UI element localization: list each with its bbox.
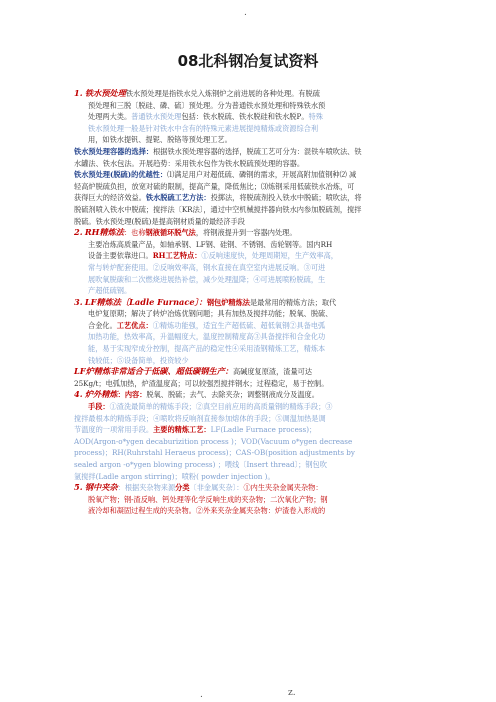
section-2-line-2: 主要冶炼高质量产品，如轴承钢、LF钢、硅钢、不锈钢、齿轮钢等。国内RH [88,239,333,249]
section-5-heading: 钢中夹杂 [84,482,118,493]
section-1-line-1: 1. 铁水预处理铁水预处理是指铁水兑入炼钢炉之前进展的各种处理。有脱硫 [74,88,320,98]
section-2-line-1: 2. RH精炼法：也称钢液循环脱气法，将钢液提升到一容器内处理。 [74,227,297,238]
section-3-line-4: 加热功能，热效率高，升温幅度大，温度控制精度高③具备搅拌和合金化功 [88,332,326,342]
section-4-line-8: 氩搅拌(Ladle argon stirring)；喷粉( powder injection )。 [74,471,275,481]
section-2-line-5: 展吹氧脱碳和二次燃烧进展热补偿，减少处理温降；④可进展喷粉脱硫，生 [88,274,326,284]
section-4-line-2: 手段：①渣洗最简单的精炼手段；②真空目前应用的高质量钢的精炼手段；③ [88,402,333,412]
section-1-line-4: 铁水预处理一般是针对铁水中含有的特殊元素进展提纯精炼或资源综合利 [88,123,319,133]
container-selection-line-1: 铁水预处理容器的选择：根据铁水预处理容器的选择，脱硫工艺可分为：混铁车喷吹法、铁 [74,146,362,156]
header-dot: . [244,8,247,18]
lf-low-carbon-line-1: LF炉精炼非常适合于低碳、超低碳钢生产：高碱度复原渣，渣量可达 [74,366,313,377]
section-4-line-6: process)；RH(Ruhrstahl Heraeus process)；CAS-OB(position adjustments by [74,448,355,458]
section-4-line-7: sealed argon -o*ygen blowing process) ；喂线〔Insert thread〕；钢包吹 [74,460,327,469]
section-1-line-5: 用，如铁水提钒、提铌、脱铬等预处理工艺。 [88,135,232,145]
section-3-line-2: 电炉复原期；解决了转炉冶炼优钢问题；具有加热及搅拌功能；脱氧、脱硫、 [88,309,333,319]
section-4-line-5: AOD(Argon-o*ygen decaburizition process )；VOD(Vacuum o*ygen decrease [74,436,353,446]
section-5-line-1: 5. 钢中夹杂：根据夹杂物来源分类〔非金属夹杂〕：①内生夹杂金属夹杂物： [74,482,323,493]
footer-dot-left: . [200,690,203,700]
section-3-line-6: 钱较低；⑤设备简单，投资较少 [88,355,189,365]
section-4-line-3: 搅拌最根本的精炼手段；④喷吹将反响剂直接参加熔体的手段；⑤调温加热是调 [74,413,326,423]
desulfurization-line-2: 轻高炉脱硫负担，放宽对硫的限制，提高产量，降低焦比；⑶炼钢采用低硫铁水冶炼，可 [74,181,355,191]
section-1-heading: 铁水预处理 [84,88,126,98]
section-3-line-5: 能，易于实现窄成分控制，提高产品的稳定性④采用渣钢精炼工艺，精炼本 [88,344,326,354]
lf-low-carbon-line-2: 25Kg/t；电弧加热，炉渣温度高；可以较强烈搅拌钢水；过程稳定，易于控制。 [74,378,329,388]
section-2-line-6: 产超低硫钢。 [88,286,132,296]
desulfurization-line-4: 脱硫剂喷入铁水中脱硫；搅拌法〔KR法〕，通过中空机械搅拌器向铁水内参加脱硫剂，搅拌 [74,204,362,214]
page-title: 08北科钢冶复试资料 [177,52,319,70]
document-body [74,88,428,517]
section-4-heading: 炉外精炼 [84,389,118,400]
section-2-line-3: 设备主要依靠进口。RH工艺特点：①反响速度快，处理周期短，生产效率高， [88,251,338,261]
footer-dot-right: z. [288,688,296,698]
desulfurization-line-3: 获得巨大的经济效益。铁水脱硫工艺方法：投掷法，将脱硫剂投入铁水中脱硫；喷吹法，将 [74,193,362,203]
section-4-line-4: 节温度的一项常用手段。主要的精炼工艺：LF(Ladle Furnace process)； [74,425,317,435]
container-selection-line-2: 水罐法、铁水包法。开展趋势：采用铁水包作为铁水脱硫预处理的容器。 [74,158,305,168]
desulfurization-line-1: 铁水预处理(脱硫)的优越性：⑴满足用户对超低硫、磷钢的需求，开展高附加值钢种⑵ 减 [74,170,357,180]
section-5-line-3: 液冷却和凝固过程生成的夹杂物。②外来夹杂金属夹杂物：炉渣卷入形成的 [88,506,326,516]
section-4-line-1: 4. 炉外精炼：内容：脱氧、脱硫；去气、去除夹杂；调整钢液成分及温度。 [74,389,319,400]
section-3-line-3: 合金化。工艺优点：①精炼功能强，适宜生产超低硫、超低氧钢②具备电弧 [88,320,326,330]
section-1-line-3: 处理两大类。普通铁水预处理包括：铁水脱硫、铁水脱硅和铁水脱P。特殊 [88,112,323,122]
section-1-line-2: 预处理和三脱〔脱硅、磷、硫〕预处理。分为普通铁水预处理和特殊铁水预 [88,100,326,110]
section-5-line-2: 脱氧产物；钢-渣反响、钙处理等化学反响生成的夹杂物；二次氧化产物；钢 [88,494,328,504]
section-3-heading: LF精炼法〔Ladle Furnace〕： [84,296,207,307]
desulfurization-line-5: 脱硫。铁水预处理(脱硫)是提高钢材质量的最经济手段 [74,216,245,226]
section-2-line-4: 常与转炉配套使用。②反响效率高，钢水直接在真空室内进展反响。③可进 [88,262,326,272]
section-2-heading: RH精炼法 [84,227,124,238]
section-3-line-1: 3. LF精炼法〔Ladle Furnace〕：钢包炉精炼法是最常用的精炼方法；取代 [74,296,337,307]
